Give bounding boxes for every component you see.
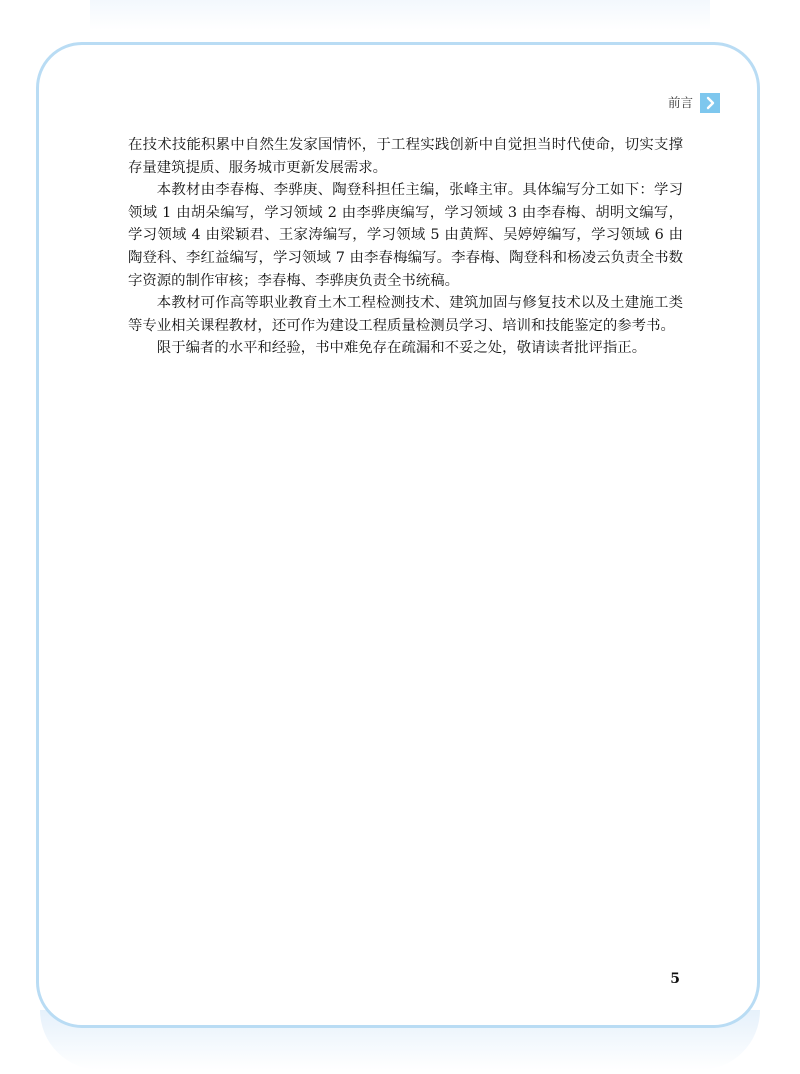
chevron-right-icon[interactable] <box>700 93 720 113</box>
page-number: 5 <box>670 971 680 987</box>
top-glow <box>90 0 710 30</box>
paragraph: 本教材可作高等职业教育土木工程检测技术、建筑加固与修复技术以及土建施工类等专业相关课程教材，还可作为建设工程质量检测员学习、培训和技能鉴定的参考书。 <box>128 295 683 334</box>
paragraph: 本教材由李春梅、李骅庚、陶登科担任主编，张峰主审。具体编写分工如下：学习领域 1 由胡朵编写，学习领域 2 由李骅庚编写，学习领域 3 由李春梅、胡明文编写，学习领域 4 由梁颖君、王家涛编写，学习领域 5 由黄辉、吴婷婷编写，学习领域 6 由陶登科、李红益编写，学习领域 7 由李春梅编写。李春梅、陶登科和杨凌云负责全书数字资源的制作审核；李春梅、李骅庚负责全书统稿。 <box>128 182 683 289</box>
running-header <box>668 92 720 114</box>
section-label: 前言 <box>667 95 693 110</box>
paragraph: 在技术技能积累中自然生发家国情怀，于工程实践创新中自觉担当时代使命，切实支撑存量建筑提质、服务城市更新发展需求。 <box>128 137 683 176</box>
body-text <box>128 134 683 360</box>
paragraph: 限于编者的水平和经验，书中难免存在疏漏和不妥之处，敬请读者批评指正。 <box>156 340 647 357</box>
